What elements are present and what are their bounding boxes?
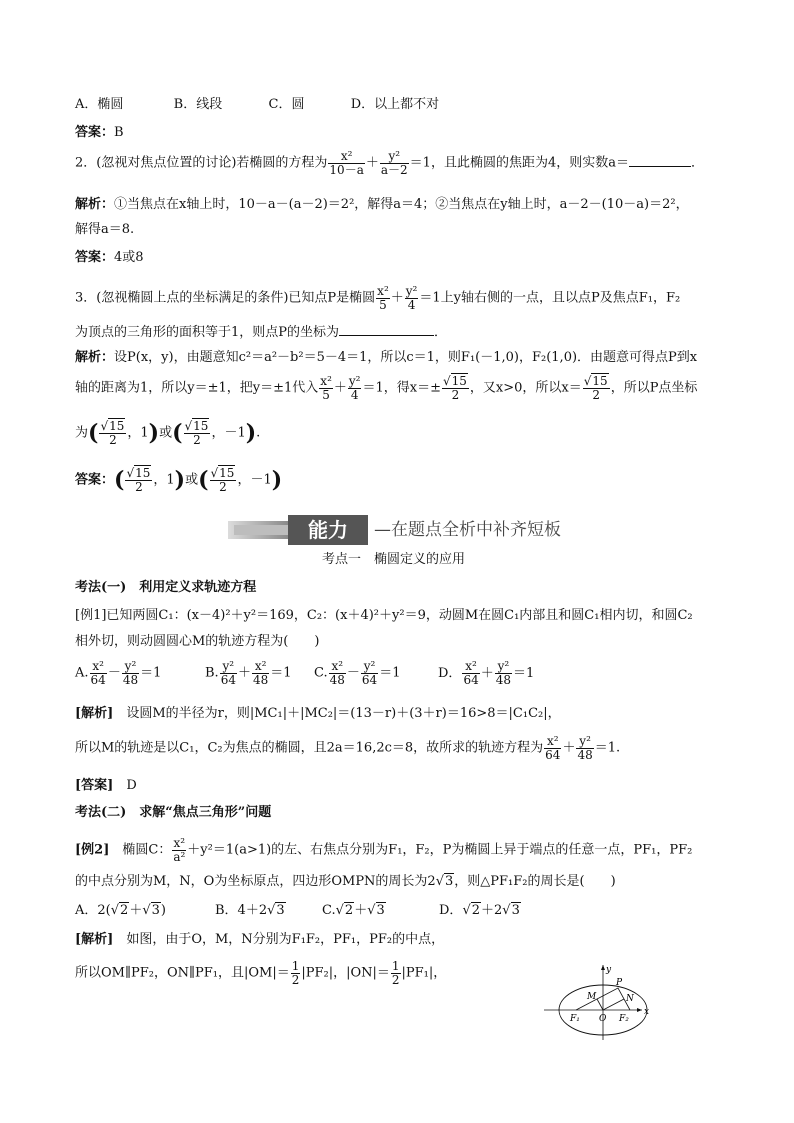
- radicand: 15: [193, 419, 209, 434]
- equals: ＝1: [140, 665, 162, 681]
- q3-ans-d: ，－1: [237, 472, 272, 488]
- option-text: C.: [322, 903, 336, 918]
- ex2-text-2b: ，则△PF₁F₂的周长是( ): [454, 874, 616, 889]
- q3-ans-fraction-2: [210, 467, 237, 493]
- ex1-options: [75, 660, 534, 686]
- q3-sol-f2-den: 4: [350, 387, 359, 402]
- denominator: 64: [90, 672, 106, 687]
- answer-label: 答案：: [75, 125, 115, 140]
- q2-answer-blank: [629, 154, 691, 167]
- q2-prefix: 2．(忽视对焦点位置的讨论)若椭圆的方程为: [75, 155, 328, 171]
- radicand: 3: [445, 874, 454, 889]
- ex2-line-1: [75, 837, 692, 863]
- ex2-text-1a: 椭圆C：: [122, 842, 172, 858]
- q2-question: [75, 150, 704, 176]
- q3-sol2-c: ，又x>0，所以x＝: [469, 380, 582, 396]
- q3-coord-num-1: √15: [100, 419, 125, 434]
- numerator: y²: [495, 660, 512, 674]
- ellipse-figure: [542, 962, 654, 1042]
- label-y: y: [606, 965, 612, 975]
- numerator: y²: [122, 660, 139, 674]
- banner-subtitle: —在题点全析中补齐短板: [374, 520, 561, 540]
- ex1-solution-2: [75, 735, 620, 761]
- q2-solution-text-2: 解得a＝8.: [75, 222, 135, 237]
- q3-sol3-b: ，1: [127, 425, 149, 441]
- radicand: 3: [276, 903, 285, 918]
- q1-answer: [75, 125, 124, 141]
- denominator: a²: [173, 849, 186, 864]
- y-axis-arrow: [601, 965, 605, 970]
- q3-sol-plus: ＋: [333, 380, 347, 396]
- denominator: 48: [329, 672, 345, 687]
- q3-solution-label: 解析：: [75, 350, 115, 365]
- denominator: 48: [252, 672, 269, 687]
- q3-question-1: [75, 285, 680, 311]
- numerator: x²: [173, 836, 186, 850]
- q3-sol-f1-den: 5: [322, 387, 330, 402]
- q2-answer: [75, 250, 144, 266]
- ex1-option-c: [314, 660, 438, 686]
- q1-options: [75, 97, 439, 113]
- label-f2: F₂: [619, 1014, 629, 1024]
- q3-f2-num: y²: [405, 284, 418, 298]
- denominator: 48: [495, 672, 512, 687]
- q3-sol-fraction-2: [348, 375, 362, 401]
- q3-solution-2: [75, 375, 697, 401]
- q3-solution-1: [75, 350, 697, 366]
- q2-fraction-2: [380, 150, 409, 176]
- banner-title: 能力: [288, 515, 368, 545]
- q3-ans-b: ，1: [153, 472, 175, 488]
- q3-ans-num-2: √15: [210, 466, 235, 481]
- ex1-answer-label: [答案]: [75, 778, 114, 793]
- q3-coord-fraction-1: [99, 420, 126, 446]
- q3-end: ．: [434, 325, 448, 340]
- operator: ＋: [562, 740, 576, 756]
- ex1-text-1: [例1]已知两圆C₁：(x－4)²＋y²＝169，C₂：(x＋4)²＋y²＝9，动圆M在圆C₁内部且和圆C₁相内切，和圆C₂: [75, 608, 693, 623]
- method-1-title-text: 考法(一) 利用定义求轨迹方程: [75, 580, 257, 595]
- radicand: 3: [376, 903, 385, 918]
- q3-coord-den-2: 2: [193, 432, 201, 447]
- q3-coord-fraction-2: [184, 420, 211, 446]
- q2-fraction-1: [328, 150, 364, 176]
- ex2-option-b: B．4＋2√3: [215, 903, 285, 918]
- label-o: O: [599, 1014, 607, 1024]
- ex2-solution-text-2b: |PF₂|，|ON|＝: [301, 965, 390, 981]
- q3-sol2-a: 轴的距离为1，所以y＝±1，把y＝±1代入: [75, 380, 319, 396]
- ex2-option-a: A．2(√2＋√3): [75, 903, 166, 918]
- ex2-options: [75, 903, 521, 919]
- q3-sol-f2-num: y²: [348, 374, 361, 388]
- label-x: x: [644, 1007, 650, 1017]
- operator: ＋: [354, 903, 368, 918]
- q3-sqrt-num-2: √15: [583, 374, 608, 388]
- q2-f1-num: x²: [328, 150, 364, 164]
- fraction: [172, 837, 186, 863]
- q1-option-b: B．线段: [173, 97, 223, 112]
- option-text: B．4＋2: [215, 903, 268, 918]
- radicand: 2: [120, 903, 129, 918]
- right-paren: ): [174, 467, 186, 493]
- operator: ＋: [480, 665, 494, 681]
- q3-fraction-2: [405, 285, 419, 311]
- fraction: [576, 735, 593, 761]
- q3-sol2-d: ，所以P点坐标: [610, 380, 698, 396]
- ex1-text-2: 相外切，则动圆圆心M的轨迹方程为( ): [75, 634, 320, 649]
- fraction: [462, 660, 479, 686]
- q2-solution-2: [75, 222, 134, 238]
- fraction: [90, 660, 107, 686]
- right-paren: ): [271, 467, 283, 493]
- q3-fraction-1: [376, 285, 390, 311]
- denominator: 2: [291, 972, 300, 987]
- fraction: [220, 660, 237, 686]
- ex1-solution-text-2: 所以M的轨迹是以C₁，C₂为焦点的椭圆，且2a＝16,2c＝8，故所求的轨迹方程为: [75, 740, 544, 756]
- q2-answer-label: 答案：: [75, 250, 115, 265]
- ex1-line-2: [75, 634, 319, 650]
- label-m: M: [587, 992, 597, 1002]
- ex1-solution-text-1: 设圆M的半径为r，则|MC₁|＋|MC₂|＝(13－r)＋(3＋r)＝16>8＝|C₁C₂|，: [126, 706, 561, 721]
- option-letter: A.: [75, 665, 89, 681]
- ex2-solution-1: [75, 932, 444, 948]
- ex2-solution-text-1: 如图，由于O，M，N分别为F₁F₂，PF₁，PF₂的中点，: [126, 932, 445, 947]
- q3-sol-fraction-1: [319, 375, 333, 401]
- q3-ans-c: 或: [185, 472, 199, 488]
- answer-value: B: [114, 125, 124, 140]
- q3-question-2: [75, 323, 447, 341]
- q2-solution-label: 解析：: [75, 197, 115, 212]
- q2-f1-den: 10－a: [329, 162, 364, 177]
- ex1-option-a: [75, 660, 205, 686]
- q3-sol2-b: ＝1，得x＝±: [362, 380, 441, 396]
- q3-plus: ＋: [390, 290, 404, 306]
- equals: ＝1: [513, 665, 535, 681]
- equals: ＝1: [270, 665, 292, 681]
- ex2-option-c: C.√2＋√3: [322, 903, 385, 918]
- right-paren: ): [245, 420, 257, 446]
- ex2-text-2a: 的中点分别为M，N，O为坐标原点，四边形OMPN的周长为2: [75, 874, 436, 889]
- ex1-line-1: [75, 608, 693, 624]
- q3-sqrt-fraction-1: [442, 375, 469, 401]
- ex1-answer-value: D: [126, 778, 137, 793]
- q3-sqrt-fraction-2: [583, 375, 610, 401]
- q3-sol3-c: 或: [159, 425, 173, 441]
- option-text: D．: [439, 903, 463, 918]
- ex2-solution-text-2a: 所以OM∥PF₂，ON∥PF₁，且|OM|＝: [75, 965, 290, 981]
- q3-answer: [75, 467, 282, 493]
- section-title-text: 考点一 椭圆定义的应用: [322, 552, 466, 567]
- q2-mid: ＝1，且此椭圆的焦距为4，则实数a＝: [409, 155, 629, 171]
- denominator: 64: [220, 672, 236, 687]
- operator: －: [107, 665, 121, 681]
- label-p: P: [616, 978, 623, 988]
- equals: ＝1: [379, 665, 401, 681]
- q2-solution-text-1: ①当焦点在x轴上时，10－a－(a－2)＝2²，解得a＝4；②当焦点在y轴上时，a－2－(10－a)＝2²，: [114, 197, 689, 212]
- operator: ＋: [129, 903, 143, 918]
- label-n: N: [626, 994, 634, 1004]
- fraction: [291, 960, 301, 986]
- banner-inner-bar: [234, 525, 288, 535]
- q3-ans-fraction-1: [125, 467, 152, 493]
- numerator: x²: [329, 660, 346, 674]
- q3-ans-den-2: 2: [219, 479, 227, 494]
- numerator: y²: [576, 735, 593, 749]
- q3-answer-label: 答案：: [75, 472, 115, 488]
- method-2-title-text: 考法(二) 求解“焦点三角形”问题: [75, 805, 272, 820]
- denominator: 48: [577, 747, 593, 762]
- q3-sqrt-den-2: 2: [592, 387, 601, 402]
- fraction: [391, 960, 401, 986]
- option-letter: C.: [314, 665, 328, 681]
- q3-f1-num: x²: [377, 284, 389, 298]
- q2-end: ．: [690, 155, 704, 171]
- q2-answer-value: 4或8: [114, 250, 144, 265]
- operator: ＋2: [481, 903, 503, 918]
- radicand: 2: [344, 903, 354, 918]
- segment-on: [603, 999, 624, 1010]
- q2-f2-num: y²: [380, 150, 409, 164]
- q3-sol3-e: .: [256, 425, 261, 441]
- fraction: [361, 660, 378, 686]
- q1-option-a: A．椭圆: [75, 97, 124, 112]
- numerator: x²: [462, 660, 479, 674]
- ex2-solution-label: [解析]: [75, 932, 114, 947]
- q3-sqrt-num-1: √15: [442, 374, 467, 388]
- q3-mid: ＝1上y轴右侧的一点，且以点P及焦点F₁，F₂: [419, 290, 681, 306]
- ex2-line-2: 的中点分别为M，N，O为坐标原点，四边形OMPN的周长为2√3，则△PF₁F₂的周长是( ): [75, 874, 616, 889]
- ex1-option-d: [438, 659, 535, 687]
- q1-option-c: C．圆: [268, 97, 305, 112]
- fraction: [495, 660, 512, 686]
- q3-sol3-a: 为: [75, 425, 89, 441]
- q3-line2: 为顶点的三角形的面积等于1，则点P的坐标为: [75, 325, 340, 340]
- ex2-label: [例2]: [75, 842, 110, 858]
- option-letter: D．: [438, 665, 462, 681]
- ex1-option-b: [205, 660, 314, 686]
- denominator: 64: [545, 747, 561, 762]
- q2-plus: ＋: [365, 155, 379, 171]
- q1-option-d: D．以上都不对: [350, 97, 440, 112]
- q3-ans-num-1: √15: [126, 466, 151, 481]
- ex1-solution-end: ＝1.: [594, 740, 621, 756]
- q3-f2-den: 4: [407, 297, 416, 312]
- numerator: x²: [90, 660, 107, 674]
- radicand: 2: [471, 903, 481, 918]
- q3-sol3-d: ，－1: [211, 425, 246, 441]
- operator: ＋: [237, 665, 251, 681]
- left-paren: (: [198, 467, 209, 493]
- numerator: y²: [220, 660, 237, 674]
- denominator: 2: [391, 972, 400, 987]
- fraction: [544, 735, 561, 761]
- left-paren: (: [172, 420, 183, 446]
- method-1-title: [75, 580, 256, 596]
- radicand: 15: [109, 419, 125, 434]
- numerator: y²: [361, 660, 378, 674]
- label-f1: F₁: [570, 1014, 580, 1024]
- denominator: 64: [463, 672, 479, 687]
- q3-solution-text-1: 设P(x，y)，由题意知c²＝a²－b²＝5－4＝1，所以c＝1，则F₁(－1,0)，F₂(1,0)．由题意可得点P到x: [114, 350, 698, 365]
- left-paren: (: [88, 420, 99, 446]
- ex2-solution-2: [75, 960, 446, 986]
- numerator: 1: [291, 959, 300, 973]
- denominator: 64: [361, 672, 378, 687]
- option-text: A．2(: [75, 903, 111, 918]
- segment-om: [597, 999, 603, 1010]
- q3-prefix: 3．(忽视椭圆上点的坐标满足的条件)已知点P是椭圆: [75, 290, 376, 306]
- q3-solution-3: [75, 420, 260, 446]
- operator: －: [346, 665, 360, 681]
- method-2-title: [75, 805, 271, 821]
- numerator: 1: [391, 959, 400, 973]
- q2-f2-den: a－2: [380, 162, 408, 177]
- ex2-option-d: D．√2＋2√3: [439, 903, 520, 918]
- ex1-solution-label: [解析]: [75, 706, 114, 721]
- section-title: [322, 552, 465, 568]
- radicand: 15: [219, 466, 235, 481]
- numerator: x²: [252, 660, 269, 674]
- q3-sol-f1-num: x²: [320, 374, 332, 388]
- numerator: x²: [544, 735, 561, 749]
- option-letter: B.: [205, 665, 219, 681]
- q3-coord-num-2: √15: [184, 419, 209, 434]
- ex2-solution-text-2c: |PF₁|，: [401, 965, 447, 981]
- radicand: 3: [151, 903, 160, 918]
- ex1-solution-1: [75, 706, 561, 722]
- radicand: 15: [592, 374, 608, 388]
- q2-solution-1: [75, 197, 689, 213]
- radicand: 15: [451, 374, 467, 388]
- fraction: [329, 660, 346, 686]
- fraction: [252, 660, 269, 686]
- q3-f1-den: 5: [379, 297, 387, 312]
- left-paren: (: [114, 467, 125, 493]
- q3-sqrt-den-1: 2: [451, 387, 460, 402]
- fraction: [122, 660, 139, 686]
- radicand: 3: [511, 903, 520, 918]
- q3-ans-den-1: 2: [135, 479, 143, 494]
- denominator: 48: [122, 672, 139, 687]
- radicand: 15: [135, 466, 151, 481]
- ex2-text-1b: ＋y²＝1(a>1)的左、右焦点分别为F₁，F₂，P为椭圆上异于端点的任意一点，PF₁，PF₂: [187, 842, 693, 858]
- q3-answer-blank: [339, 323, 434, 336]
- paren: ): [160, 903, 166, 918]
- right-paren: ): [148, 420, 160, 446]
- ex1-answer: [75, 778, 137, 794]
- x-axis-arrow: [637, 1008, 642, 1012]
- q3-coord-den-1: 2: [109, 432, 117, 447]
